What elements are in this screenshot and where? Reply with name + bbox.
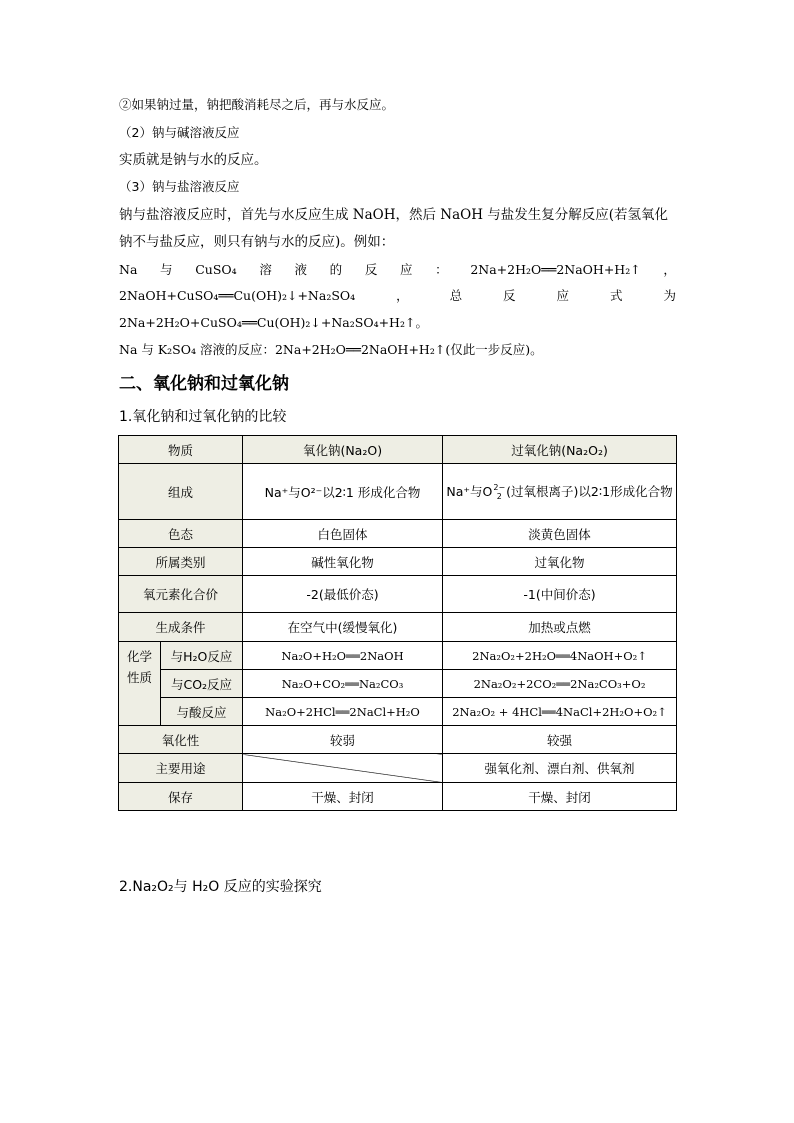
text-line: 钠与盐溶液反应时，首先与水反应生成 NaOH，然后 NaOH 与盐发生复分解反应(若氢氧化 xyxy=(119,207,669,223)
table-cell: 2Na₂O₂+2CO₂══2Na₂CO₃+O₂ xyxy=(443,670,677,698)
row-label: 生成条件 xyxy=(119,613,243,642)
table-row xyxy=(119,464,677,520)
table-cell: Na₂O+H₂O══2NaOH xyxy=(243,642,443,670)
table-cell: 白色固体 xyxy=(243,520,443,548)
header-cell: 物质 xyxy=(119,436,243,464)
table-cell: 在空气中(缓慢氧化) xyxy=(243,613,443,642)
table-cell: Na₂O+2HCl══2NaCl+H₂O xyxy=(243,698,443,726)
table-row xyxy=(119,520,677,548)
table-row xyxy=(119,783,677,811)
table-cell: 加热或点燃 xyxy=(443,613,677,642)
table-row xyxy=(119,726,677,754)
row-label: 主要用途 xyxy=(119,754,243,783)
header-cell: 过氧化钠(Na₂O₂) xyxy=(443,436,677,464)
row-label: 氧元素化合价 xyxy=(119,576,243,613)
chem-group-label: 化学性质 xyxy=(119,642,161,726)
row-label: 氧化性 xyxy=(119,726,243,754)
table-cell: Na₂O+CO₂══Na₂CO₃ xyxy=(243,670,443,698)
justified-line: 2NaOH+CuSO₄══Cu(OH)₂↓+Na₂SO₄ ， 总 反 应 式 为 xyxy=(119,288,676,303)
table-cell: -1(中间价态) xyxy=(443,576,677,613)
row-label: 所属类别 xyxy=(119,548,243,576)
row-label: 与H₂O反应 xyxy=(161,642,243,670)
table-cell: 2Na₂O₂+2H₂O══4NaOH+O₂↑ xyxy=(443,642,677,670)
subheading: （3）钠与盐溶液反应 xyxy=(119,179,240,194)
table-row xyxy=(119,436,677,464)
row-label: 保存 xyxy=(119,783,243,811)
text-line: Na 与 K₂SO₄ 溶液的反应：2Na+2H₂O══2NaOH+H₂↑(仅此一步反应)。 xyxy=(119,342,543,357)
justified-line: Na 与 CuSO₄ 溶 液 的 反 应 ： 2Na+2H₂O══2NaOH+H₂↑ ， xyxy=(119,262,676,277)
table-cell: Na⁺与O²⁻以2∶1 形成化合物 xyxy=(243,464,443,520)
header-cell: 氧化钠(Na₂O) xyxy=(243,436,443,464)
subsection-title: 1.氧化钠和过氧化钠的比较 xyxy=(119,409,287,425)
table-row xyxy=(119,670,677,698)
subheading: （2）钠与碱溶液反应 xyxy=(119,125,240,140)
table-row xyxy=(119,642,677,670)
table-row xyxy=(119,698,677,726)
table-row xyxy=(119,548,677,576)
section-title: 二、氧化钠和过氧化钠 xyxy=(119,374,289,394)
table-cell: 较强 xyxy=(443,726,677,754)
table-row xyxy=(119,576,677,613)
table-cell: 干燥、封闭 xyxy=(443,783,677,811)
table-cell: 碱性氧化物 xyxy=(243,548,443,576)
row-label: 色态 xyxy=(119,520,243,548)
row-label: 组成 xyxy=(119,464,243,520)
text-line: 实质就是钠与水的反应。 xyxy=(119,152,268,168)
text-line: 钠不与盐反应，则只有钠与水的反应)。例如： xyxy=(119,234,395,250)
row-label: 与CO₂反应 xyxy=(161,670,243,698)
table-cell: 过氧化物 xyxy=(443,548,677,576)
comparison-table xyxy=(118,435,677,811)
table-row xyxy=(119,613,677,642)
text-line: ②如果钠过量，钠把酸消耗尽之后，再与水反应。 xyxy=(119,97,395,112)
table-cell: 淡黄色固体 xyxy=(443,520,677,548)
table-cell: 2Na₂O₂ + 4HCl══4NaCl+2H₂O+O₂↑ xyxy=(443,698,677,726)
subsection-title: 2.Na₂O₂与 H₂O 反应的实验探究 xyxy=(119,879,322,895)
table-cell: 强氧化剂、漂白剂、供氧剂 xyxy=(443,754,677,783)
diagonal-cell xyxy=(243,754,443,783)
table-cell: Na⁺与O 2− 2 (过氧根离子)以2∶1形成化合物 xyxy=(443,464,677,520)
table-row xyxy=(119,754,677,783)
table-cell: 干燥、封闭 xyxy=(243,783,443,811)
text-line: 2Na+2H₂O+CuSO₄══Cu(OH)₂↓+Na₂SO₄+H₂↑。 xyxy=(119,315,428,330)
ion-charge: 2− 2 xyxy=(493,483,506,501)
table-cell: 较弱 xyxy=(243,726,443,754)
row-label: 与酸反应 xyxy=(161,698,243,726)
table-cell: -2(最低价态) xyxy=(243,576,443,613)
